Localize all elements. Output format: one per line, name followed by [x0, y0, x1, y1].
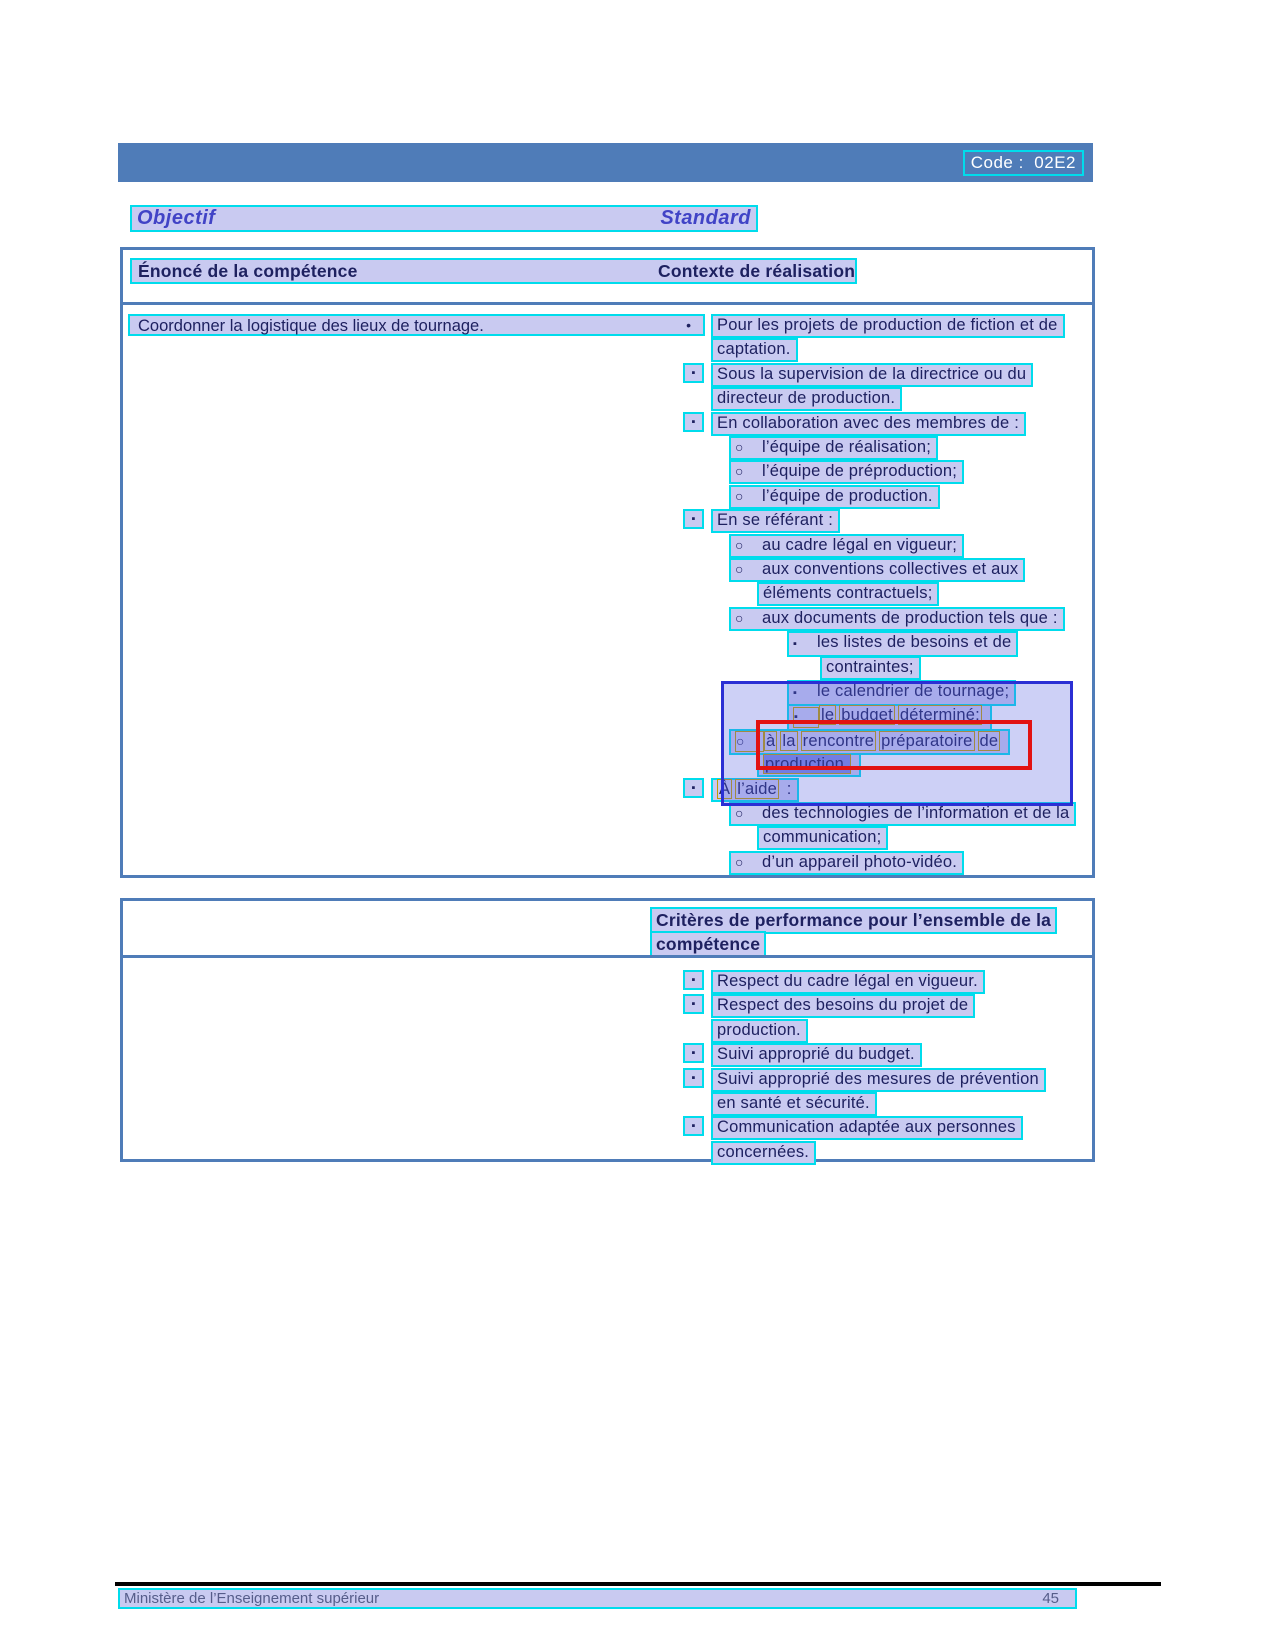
ocr-line-text: Sous la supervision de la directrice ou du — [711, 363, 1033, 387]
ocr-line — [123, 534, 1092, 556]
bullet-icon: ▪ — [683, 994, 704, 1014]
ocr-line-text: ○ aux conventions collectives et aux — [729, 558, 1025, 582]
footer-rule — [115, 1582, 1161, 1586]
document-header-bar — [118, 143, 1093, 182]
table1-header-divider — [123, 302, 1092, 305]
ocr-line-text: ○ l’équipe de réalisation; — [729, 436, 938, 460]
ocr-line — [123, 1092, 1092, 1114]
ocr-line — [123, 1043, 1092, 1065]
standard-heading: Standard — [660, 207, 751, 229]
bullet-icon: ▪ — [793, 707, 819, 728]
ocr-word: préparatoire — [881, 731, 973, 750]
competence-table — [120, 247, 1095, 878]
bullet-icon: ▪ — [683, 1116, 704, 1136]
ocr-word: rencontre — [802, 731, 875, 750]
objectif-heading: Objectif — [137, 207, 216, 229]
code-label: Code : 02E2 — [963, 150, 1084, 176]
bullet-icon: ▪ — [793, 687, 798, 699]
bullet-icon: ▪ — [683, 1043, 704, 1063]
footer-page-number: 45 — [1042, 1590, 1059, 1607]
ocr-line-text: ▪ le calendrier de tournage; — [787, 680, 1016, 706]
ocr-line — [123, 436, 1092, 458]
ocr-line — [123, 485, 1092, 507]
table2-header-divider — [123, 955, 1092, 958]
ocr-line-text: ○ au cadre légal en vigueur; — [729, 534, 964, 558]
ocr-line — [123, 363, 1092, 385]
section-heading-bar — [130, 205, 758, 232]
footer-bar — [118, 1588, 1077, 1609]
ocr-word: déterminé; — [899, 706, 980, 725]
footer-ministry: Ministère de l’Enseignement supérieur — [124, 1590, 380, 1607]
ocr-line — [123, 851, 1092, 873]
ocr-line — [123, 970, 1092, 992]
bullet-icon: ▪ — [683, 363, 704, 383]
bullet-icon: ○ — [735, 805, 744, 821]
bullet-icon: ▪ — [683, 509, 704, 529]
ocr-line-text: Respect du cadre légal en vigueur. — [711, 970, 985, 994]
ocr-word: À — [719, 779, 731, 798]
ocr-line — [123, 1141, 1092, 1163]
ocr-line-text: ○ l’équipe de préproduction; — [729, 460, 964, 484]
ocr-line-text: Communication adaptée aux personnes — [711, 1116, 1023, 1140]
criteria-table — [120, 898, 1095, 1162]
ocr-word: à — [766, 731, 776, 750]
ocr-line — [123, 1068, 1092, 1090]
ocr-line-text: En se référant : — [711, 509, 840, 533]
ocr-line — [123, 582, 1092, 604]
ocr-line-text: communication; — [757, 826, 888, 850]
bullet-icon: ○ — [735, 536, 744, 553]
ocr-word: budget — [841, 706, 893, 725]
criteria-header-line1: Critères de performance pour l’ensemble de la — [650, 907, 1057, 934]
ocr-word: le — [821, 706, 835, 725]
ocr-line — [123, 826, 1092, 848]
ocr-line — [123, 1019, 1092, 1041]
ocr-line — [123, 509, 1092, 531]
bullet-icon: ▪ — [683, 1068, 704, 1088]
ocr-line — [123, 1116, 1092, 1138]
ocr-line-text: Suivi approprié du budget. — [711, 1043, 922, 1067]
bullet-icon: ▪ — [683, 778, 704, 798]
ocr-line-text: ○ aux documents de production tels que : — [729, 607, 1065, 631]
bullet-icon: ○ — [735, 853, 744, 870]
bullet-icon: ○ — [735, 731, 764, 752]
ocr-line — [123, 631, 1092, 653]
ocr-line-text: En collaboration avec des membres de : — [711, 412, 1026, 436]
ocr-word: production. — [765, 755, 849, 774]
enonce-header: Énoncé de la compétence — [138, 261, 358, 281]
bullet-icon: ▪ — [683, 970, 704, 990]
focused-line-box — [756, 720, 1032, 770]
ocr-line — [123, 607, 1092, 629]
bullet-icon: ▪ — [683, 412, 704, 432]
ocr-line — [123, 558, 1092, 580]
ocr-line — [123, 412, 1092, 434]
ocr-line-text: Suivi approprié des mesures de prévention — [711, 1068, 1046, 1092]
ocr-line-text: ○ des technologies de l’information et de la — [729, 802, 1076, 826]
ocr-line — [123, 994, 1092, 1016]
ocr-line-text: éléments contractuels; — [757, 582, 939, 606]
bullet-icon: ▪ — [793, 638, 798, 651]
bullet-icon: ○ — [735, 463, 744, 480]
ocr-line-text: Respect des besoins du projet de — [711, 994, 975, 1018]
bullet-icon: ○ — [735, 439, 744, 455]
ocr-line-text: production. — [711, 1019, 808, 1043]
ocr-line-text: À l’aide : — [711, 778, 799, 802]
ocr-line — [123, 387, 1092, 409]
contexte-header: Contexte de réalisation — [658, 261, 856, 281]
ocr-word: l’aide — [737, 779, 777, 798]
criteria-header-line2: compétence — [650, 931, 766, 958]
table1-header-row — [130, 258, 857, 284]
bullet-icon: ○ — [735, 609, 744, 626]
ocr-word: de — [979, 731, 999, 750]
ocr-line-text: directeur de production. — [711, 387, 902, 411]
ocr-line — [123, 460, 1092, 482]
ocr-line — [123, 338, 1092, 360]
ocr-line-text: contraintes; — [820, 656, 921, 680]
ocr-line-text: captation. — [711, 338, 798, 362]
ocr-line — [123, 314, 1092, 336]
ocr-line-text: Pour les projets de production de fiction et de — [711, 314, 1065, 338]
ocr-line-text: concernées. — [711, 1141, 816, 1165]
competence-text: Coordonner la logistique des lieux de tournage. — [138, 317, 484, 335]
ocr-line-text: ○ d’un appareil photo-vidéo. — [729, 851, 964, 875]
bullet-icon: • — [686, 317, 691, 333]
ocr-line-text: en santé et sécurité. — [711, 1092, 877, 1116]
ocr-line-text: ○ l’équipe de production. — [729, 485, 940, 509]
ocr-line-text: ▪ les listes de besoins et de — [787, 631, 1018, 657]
bullet-icon: ○ — [735, 561, 744, 577]
bullet-icon: ○ — [735, 487, 744, 504]
ocr-line — [123, 656, 1092, 678]
ocr-word: la — [782, 731, 796, 750]
